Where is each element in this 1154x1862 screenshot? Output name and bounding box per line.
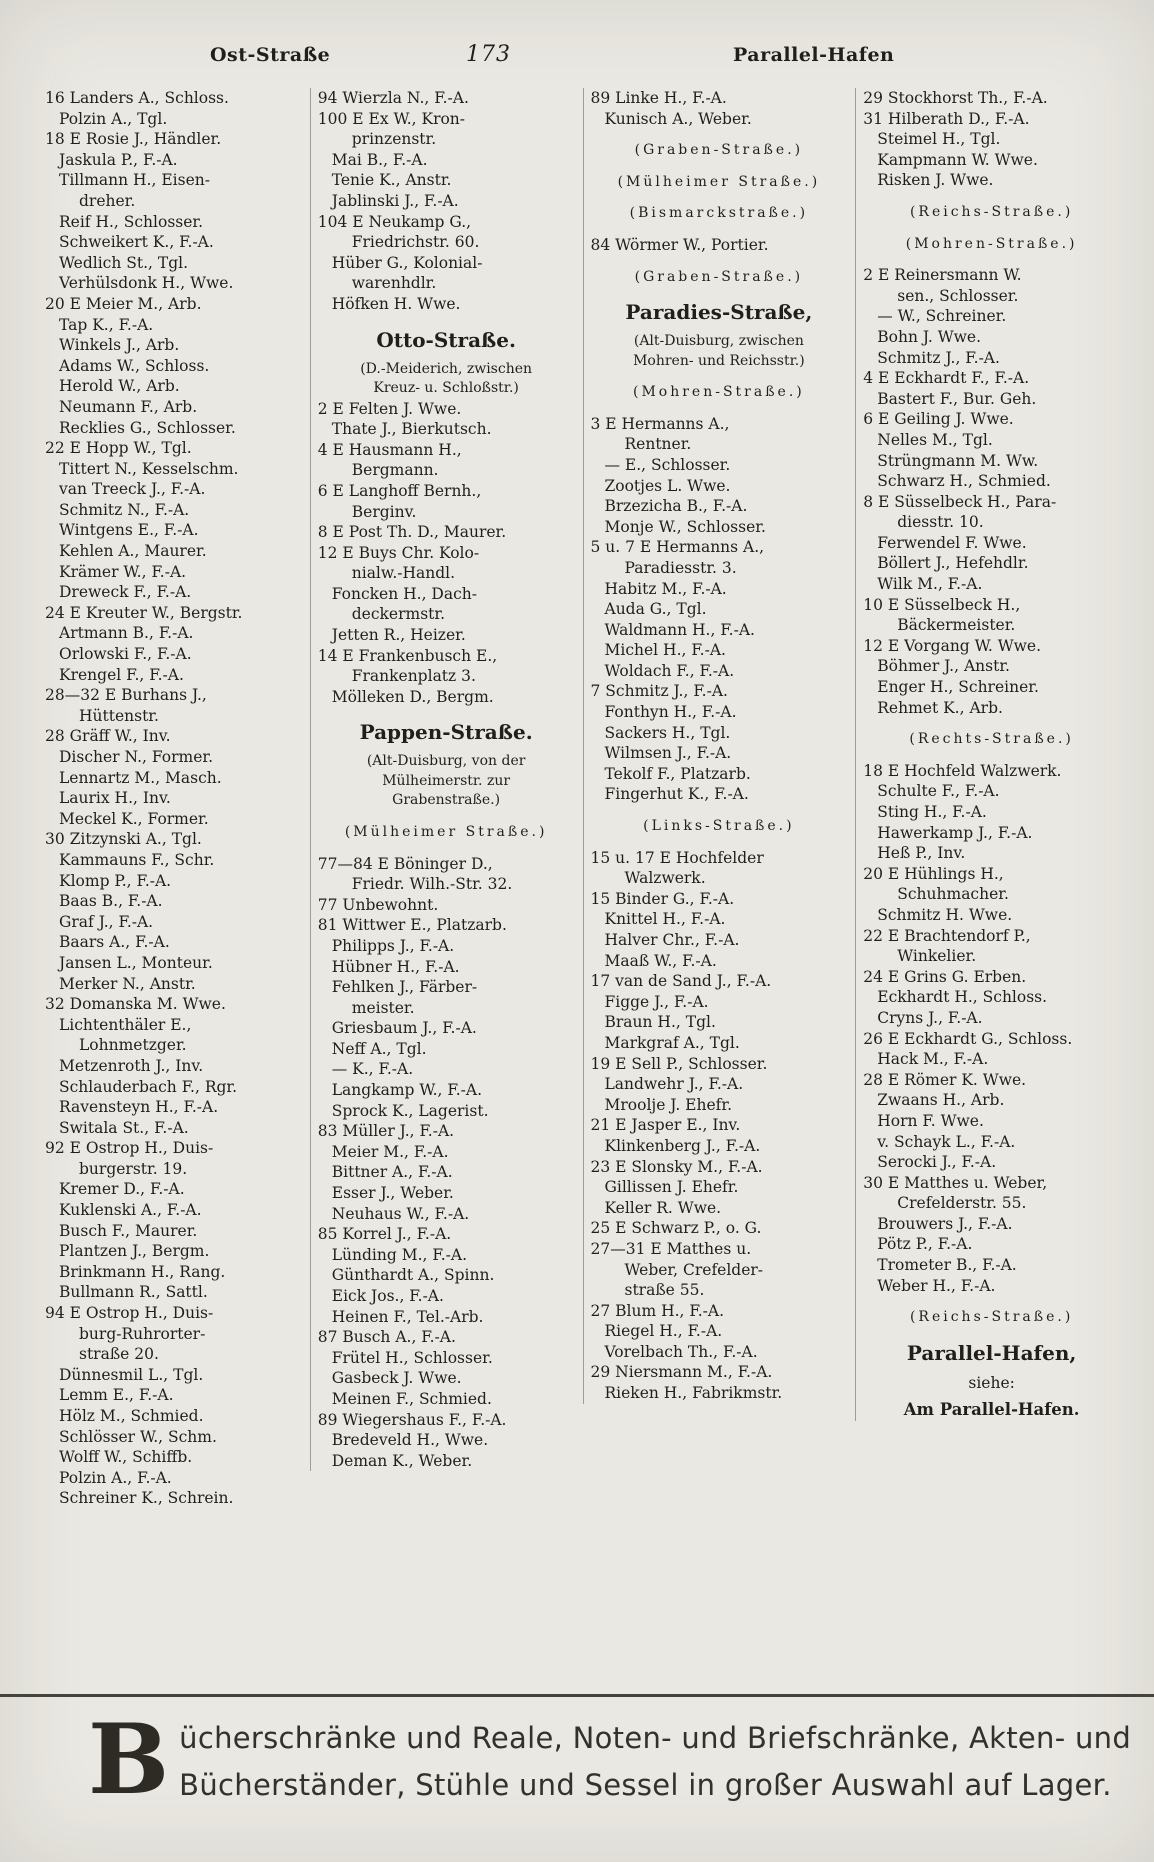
directory-entry-line: Neumann F., Arb. xyxy=(59,397,198,416)
directory-entry-line: Schreiner K., Schrein. xyxy=(59,1489,234,1508)
directory-entry-line: Wedlich St., Tgl. xyxy=(59,253,189,272)
directory-entry-line: Kuklenski A., F.-A. xyxy=(59,1201,202,1220)
directory-entry-line: 29 Niersmann M., F.-A. xyxy=(590,1363,773,1382)
running-head xyxy=(0,0,1154,88)
directory-entry-line: Jansen L., Monteur. xyxy=(59,953,213,972)
directory-entry-line: Rieken H., Fabrikmstr. xyxy=(604,1384,783,1403)
directory-entry-line: Schweikert K., F.-A. xyxy=(59,233,214,252)
cross-street-note: (Graben-Straße.) xyxy=(634,268,804,285)
directory-entry-line: 32 Domanska M. Wwe. xyxy=(45,995,226,1014)
directory-entry-line: Sting H., F.-A. xyxy=(877,803,987,821)
directory-entry-line: 4 E Hausmann H., xyxy=(317,440,462,459)
directory-entry-line: 26 E Eckhardt G., Schloss. xyxy=(863,1029,1073,1048)
cross-street-note: (Mülheimer Straße.) xyxy=(344,823,548,840)
directory-entry-line: 8 E Post Th. D., Maurer. xyxy=(317,523,507,542)
directory-entry-line: 24 E Kreuter W., Bergstr. xyxy=(45,603,243,622)
cross-street-note: (Reichs-Straße.) xyxy=(909,1309,1074,1326)
directory-entry-line: Enger H., Schreiner. xyxy=(877,678,1039,697)
street-heading: Otto-Straße. xyxy=(376,327,516,352)
directory-entry-line: Habitz M., F.-A. xyxy=(604,579,727,598)
directory-entry-line: Philipps J., F.-A. xyxy=(331,936,455,955)
directory-entry-line: Meinen F., Schmied. xyxy=(331,1389,492,1408)
directory-entry-line: Discher N., Former. xyxy=(59,748,214,766)
street-description: Kreuz- u. Schloßstr.) xyxy=(373,380,519,397)
directory-entry-line: 14 E Frankenbusch E., xyxy=(317,646,498,665)
directory-entry-line: Mai B., F.-A. xyxy=(331,150,428,169)
advertisement xyxy=(0,1694,1154,1862)
street-description: (Alt-Duisburg, von der xyxy=(366,753,526,770)
directory-entry-line: 94 E Ostrop H., Duis- xyxy=(45,1304,214,1323)
directory-entry-line: Bohn J. Wwe. xyxy=(877,327,982,346)
directory-entry-line: Serocki J., F.-A. xyxy=(877,1153,997,1172)
directory-entry-line: Dreweck F., F.-A. xyxy=(59,583,192,602)
directory-entry-line: Schlösser W., Schm. xyxy=(59,1427,217,1446)
directory-entry-line: Paradiesstr. 3. xyxy=(624,558,737,577)
directory-entry-line: Bullmann R., Sattl. xyxy=(59,1283,208,1302)
directory-entry-line: 23 E Slonsky M., F.-A. xyxy=(590,1157,763,1176)
directory-entry-line: 18 E Rosie J., Händler. xyxy=(45,130,222,149)
directory-entry-line: Jablinski J., F.-A. xyxy=(331,191,459,210)
directory-entry-line: Steimel H., Tgl. xyxy=(877,130,1001,149)
directory-entry-line: 8 E Süsselbeck H., Para- xyxy=(863,492,1057,511)
directory-entry-line: — E., Schlosser. xyxy=(604,455,731,474)
directory-entry-line: 94 Wierzla N., F.-A. xyxy=(317,89,469,107)
street-description: Grabenstraße.) xyxy=(392,792,501,809)
directory-entry-line: Hübner H., F.-A. xyxy=(331,957,460,976)
directory-entry-line: meister. xyxy=(351,998,415,1017)
directory-entry-line: Mölleken D., Bergm. xyxy=(331,687,494,706)
directory-entry-line: Klomp P., F.-A. xyxy=(59,871,172,890)
directory-entry-line: Bastert F., Bur. Geh. xyxy=(877,389,1037,408)
directory-entry-line: Cryns J., F.-A. xyxy=(877,1008,983,1027)
directory-entry-line: Lünding M., F.-A. xyxy=(331,1245,467,1264)
directory-entry-line: 30 E Matthes u. Weber, xyxy=(863,1173,1048,1192)
directory-entry-line: Rehmet K., Arb. xyxy=(877,698,1003,717)
directory-entry-line: Knittel H., F.-A. xyxy=(604,910,726,929)
directory-entry-line: Baars A., F.-A. xyxy=(59,933,170,952)
directory-entry-line: Lennartz M., Masch. xyxy=(59,768,222,787)
cross-street-note: (Rechts-Straße.) xyxy=(909,731,1074,748)
street-heading: Paradies-Straße, xyxy=(625,300,813,325)
directory-entry-line: diesstr. 10. xyxy=(897,513,984,532)
running-head-right-street: Parallel-Hafen xyxy=(733,44,895,66)
directory-entry-line: 25 E Schwarz P., o. G. xyxy=(590,1219,762,1238)
directory-entry-line: Woldach F., F.-A. xyxy=(604,661,735,680)
directory-entry-line: Laurix H., Inv. xyxy=(59,789,171,808)
directory-entry-line: Kunisch A., Weber. xyxy=(604,109,752,128)
directory-entry-line: 22 E Brachtendorf P., xyxy=(863,926,1031,945)
street-description: (D.-Meiderich, zwischen xyxy=(360,360,533,377)
directory-entry-line: Frütel H., Schlosser. xyxy=(331,1348,493,1367)
directory-entry-line: Walzwerk. xyxy=(624,869,706,888)
directory-entry-line: Gillissen J. Ehefr. xyxy=(604,1178,739,1197)
directory-entry-line: 17 van de Sand J., F.-A. xyxy=(590,972,772,991)
directory-entry-line: Tap K., F.-A. xyxy=(59,315,154,334)
directory-entry-line: Fingerhut K., F.-A. xyxy=(604,785,749,804)
directory-entry-line: 5 u. 7 E Hermanns A., xyxy=(590,538,765,557)
directory-entry-line: Höfken H. Wwe. xyxy=(331,294,461,313)
directory-entry-line: 28—32 E Burhans J., xyxy=(45,686,207,705)
directory-entry-line: Bittner A., F.-A. xyxy=(331,1163,453,1182)
directory-entry-line: 18 E Hochfeld Walzwerk. xyxy=(863,761,1062,780)
directory-entry-line: Kampmann W. Wwe. xyxy=(877,150,1038,169)
directory-entry-line: Frankenplatz 3. xyxy=(351,667,476,686)
directory-entry-line: burgerstr. 19. xyxy=(79,1159,188,1178)
directory-entry-line: Sprock K., Lagerist. xyxy=(331,1101,489,1120)
directory-column-2 xyxy=(310,88,583,1471)
directory-entry-line: 84 Wörmer W., Portier. xyxy=(590,235,769,254)
directory-entry-line: Keller R. Wwe. xyxy=(604,1198,722,1217)
directory-entry-line: Tillmann H., Eisen- xyxy=(59,171,210,190)
directory-entry-line: Polzin A., F.-A. xyxy=(59,1468,172,1487)
directory-entry-line: 87 Busch A., F.-A. xyxy=(317,1328,456,1347)
cross-street-note: (Bismarckstraße.) xyxy=(629,205,809,222)
directory-entry-line: Risken J. Wwe. xyxy=(877,171,994,190)
street-description: Mülheimerstr. zur xyxy=(382,772,511,789)
directory-entry-line: 4 E Eckhardt F., F.-A. xyxy=(863,369,1030,388)
directory-entry-line: 27—31 E Matthes u. xyxy=(590,1239,752,1258)
directory-entry-line: Crefelderstr. 55. xyxy=(897,1194,1027,1213)
directory-entry-line: — W., Schreiner. xyxy=(877,307,1007,326)
directory-entry-line: Dünnesmil L., Tgl. xyxy=(59,1365,204,1384)
directory-entry-line: 77 Unbewohnt. xyxy=(317,895,439,914)
directory-entry-line: Berginv. xyxy=(351,502,417,521)
directory-entry-line: Busch F., Maurer. xyxy=(59,1221,198,1240)
directory-entry-line: Schulte F., F.-A. xyxy=(877,782,1000,801)
directory-entry-line: 20 E Meier M., Arb. xyxy=(45,294,202,313)
directory-entry-line: Trometer B., F.-A. xyxy=(877,1256,1017,1275)
street-heading: Pappen-Straße. xyxy=(359,720,533,745)
directory-entry-line: nialw.-Handl. xyxy=(351,564,456,583)
directory-entry-line: Krämer W., F.-A. xyxy=(59,562,187,581)
directory-entry-line: Bergmann. xyxy=(351,461,439,480)
directory-entry-line: 2 E Reinersmann W. xyxy=(863,266,1022,285)
directory-entry-line: Adams W., Schloss. xyxy=(59,356,210,375)
directory-entry-line: warenhdlr. xyxy=(351,274,437,293)
directory-entry-line: Lohnmetzger. xyxy=(79,1036,187,1055)
directory-entry-line: Sackers H., Tgl. xyxy=(604,723,731,742)
directory-entry-line: Deman K., Weber. xyxy=(331,1451,473,1470)
street-heading: Parallel-Hafen, xyxy=(906,1340,1077,1365)
directory-entry-line: Schmitz N., F.-A. xyxy=(59,500,190,519)
street-description: Mohren- und Reichsstr.) xyxy=(633,352,805,369)
directory-entry-line: Bredeveld H., Wwe. xyxy=(331,1431,489,1450)
directory-entry-line: 12 E Vorgang W. Wwe. xyxy=(863,636,1042,655)
directory-entry-line: Lichtenthäler E., xyxy=(59,1015,192,1034)
directory-entry-line: 89 Wiegershaus F., F.-A. xyxy=(317,1410,507,1429)
directory-entry-line: Wintgens E., F.-A. xyxy=(59,521,199,540)
running-head-left-street: Ost-Straße xyxy=(210,44,331,66)
cross-street-note: (Mohren-Straße.) xyxy=(905,235,1078,252)
directory-entry-line: Gasbeck J. Wwe. xyxy=(331,1369,462,1388)
directory-entry-line: 21 E Jasper E., Inv. xyxy=(590,1116,741,1135)
directory-entry-line: Schlauderbach F., Rgr. xyxy=(59,1077,238,1096)
cross-street-note: (Graben-Straße.) xyxy=(634,142,804,159)
directory-entry-line: Verhülsdonk H., Wwe. xyxy=(59,274,234,293)
ad-line-2: Bücherständer, Stühle und Sessel in großer Auswahl auf Lager. xyxy=(179,1768,1112,1802)
directory-entry-line: Halver Chr., F.-A. xyxy=(604,931,740,949)
directory-entry-line: Hüber G., Kolonial- xyxy=(331,253,483,272)
directory-entry-line: burg-Ruhrorter- xyxy=(79,1324,206,1343)
directory-entry-line: Tenie K., Anstr. xyxy=(331,171,452,190)
directory-entry-line: Mroolje J. Ehefr. xyxy=(604,1095,733,1114)
directory-entry-line: Brzezicha B., F.-A. xyxy=(604,497,748,516)
directory-entry-line: 6 E Geiling J. Wwe. xyxy=(863,410,1014,429)
directory-entry-line: Friedrichstr. 60. xyxy=(351,233,480,252)
directory-entry-line: Foncken H., Dach- xyxy=(331,584,477,603)
directory-entry-line: Schwarz H., Schmied. xyxy=(877,472,1051,491)
directory-entry-line: Eckhardt H., Schloss. xyxy=(877,988,1048,1007)
directory-entry-line: Meier M., F.-A. xyxy=(331,1142,449,1161)
directory-entry-line: 100 E Ex W., Kron- xyxy=(317,109,466,128)
directory-entry-line: 28 E Römer K. Wwe. xyxy=(863,1070,1027,1089)
directory-entry-line: 20 E Hühlings H., xyxy=(863,864,1004,883)
cross-street-note: (Mohren-Straße.) xyxy=(632,384,805,401)
directory-entry-line: 24 E Grins G. Erben. xyxy=(863,967,1027,986)
directory-column-4 xyxy=(855,88,1128,1421)
directory-entry-line: Jetten R., Heizer. xyxy=(331,626,466,645)
directory-entry-line: 104 E Neukamp G., xyxy=(317,212,472,231)
directory-entry-line: 31 Hilberath D., F.-A. xyxy=(863,109,1030,128)
drop-cap-initial: B xyxy=(88,1703,170,1816)
directory-entry-line: Böllert J., Hefehdlr. xyxy=(877,554,1029,573)
directory-entry-line: dreher. xyxy=(79,191,136,210)
directory-entry-line: straße 20. xyxy=(79,1345,159,1364)
directory-entry-line: Markgraf A., Tgl. xyxy=(604,1033,740,1052)
directory-entry-line: Fonthyn H., F.-A. xyxy=(604,703,737,722)
directory-entry-line: Monje W., Schlosser. xyxy=(604,517,766,536)
directory-entry-line: straße 55. xyxy=(624,1281,705,1300)
directory-entry-line: Vorelbach Th., F.-A. xyxy=(604,1342,758,1361)
directory-entry-line: Kehlen A., Maurer. xyxy=(59,542,207,561)
directory-entry-line: Ferwendel F. Wwe. xyxy=(877,533,1027,552)
directory-entry-line: deckermstr. xyxy=(351,605,446,624)
directory-entry-line: Strüngmann M. Ww. xyxy=(877,451,1039,470)
directory-entry-line: Horn F. Wwe. xyxy=(877,1111,984,1130)
see-reference-target: Am Parallel-Hafen. xyxy=(903,1400,1080,1420)
directory-entry-line: Wolff W., Schiffb. xyxy=(59,1448,193,1467)
directory-entry-line: Michel H., F.-A. xyxy=(604,641,726,660)
see-reference: siehe: xyxy=(968,1373,1015,1392)
directory-entry-line: Tekolf F., Platzarb. xyxy=(604,764,751,783)
directory-entry-line: 12 E Buys Chr. Kolo- xyxy=(317,543,480,562)
directory-entry-line: Herold W., Arb. xyxy=(59,377,180,396)
directory-entry-line: 16 Landers A., Schloss. xyxy=(45,89,229,107)
directory-entry-line: 2 E Felten J. Wwe. xyxy=(317,399,462,418)
directory-entry-line: Weber, Crefelder- xyxy=(624,1260,764,1279)
directory-entry-line: Kammauns F., Schr. xyxy=(59,850,215,869)
directory-entry-line: Figge J., F.-A. xyxy=(604,992,709,1011)
directory-column-1 xyxy=(38,88,310,1509)
directory-entry-line: Wilk M., F.-A. xyxy=(877,575,983,594)
directory-entry-line: 81 Wittwer E., Platzarb. xyxy=(317,916,507,935)
directory-entry-line: Plantzen J., Bergm. xyxy=(59,1242,210,1261)
directory-entry-line: 15 u. 17 E Hochfelder xyxy=(590,848,764,867)
directory-entry-line: Rentner. xyxy=(624,435,692,454)
directory-entry-line: Landwehr J., F.-A. xyxy=(604,1075,744,1094)
directory-entry-line: Heinen F., Tel.-Arb. xyxy=(331,1307,484,1326)
directory-entry-line: Hölz M., Schmied. xyxy=(59,1407,204,1425)
directory-entry-line: Baas B., F.-A. xyxy=(59,892,163,911)
directory-entry-line: 30 Zitzynski A., Tgl. xyxy=(45,830,202,849)
directory-entry-line: Günthardt A., Spinn. xyxy=(331,1266,495,1285)
cross-street-note: (Links-Straße.) xyxy=(643,818,795,835)
directory-entry-line: van Treeck J., F.-A. xyxy=(59,480,206,499)
directory-entry-line: Meckel K., Former. xyxy=(59,809,209,828)
directory-entry-line: Ravensteyn H., F.-A. xyxy=(59,1098,219,1117)
cross-street-note: (Reichs-Straße.) xyxy=(909,203,1074,220)
directory-entry-line: Krengel F., F.-A. xyxy=(59,665,184,684)
directory-entry-line: Brouwers J., F.-A. xyxy=(877,1214,1013,1233)
directory-entry-line: Neuhaus W., F.-A. xyxy=(331,1204,470,1223)
directory-entry-line: Esser J., Weber. xyxy=(331,1184,454,1203)
directory-entry-line: 19 E Sell P., Schlosser. xyxy=(590,1054,768,1073)
directory-entry-line: Pötz P., F.-A. xyxy=(877,1235,973,1254)
directory-entry-line: Zootjes L. Wwe. xyxy=(604,476,731,495)
directory-entry-line: — K., F.-A. xyxy=(331,1060,414,1079)
directory-entry-line: Winkelier. xyxy=(897,947,977,966)
directory-entry-line: Thate J., Bierkutsch. xyxy=(331,420,492,439)
directory-columns xyxy=(0,88,1154,1509)
directory-entry-line: Bäckermeister. xyxy=(897,616,1016,635)
directory-entry-line: 85 Korrel J., F.-A. xyxy=(317,1225,452,1244)
directory-entry-line: Hawerkamp J., F.-A. xyxy=(877,823,1033,842)
directory-entry-line: Winkels J., Arb. xyxy=(59,336,180,355)
directory-entry-line: Graf J., F.-A. xyxy=(59,912,154,931)
street-description: (Alt-Duisburg, zwischen xyxy=(633,333,804,350)
directory-entry-line: Merker N., Anstr. xyxy=(59,974,196,993)
ad-line-1: ücherschränke und Reale, Noten- und Briefschränke, Akten- und xyxy=(179,1721,1132,1755)
directory-entry-line: prinzenstr. xyxy=(351,130,437,149)
directory-entry-line: Hack M., F.-A. xyxy=(877,1050,989,1069)
directory-entry-line: sen., Schlosser. xyxy=(897,286,1019,305)
directory-entry-line: Nelles M., Tgl. xyxy=(877,430,993,449)
directory-entry-line: 77—84 E Böninger D., xyxy=(317,854,493,873)
directory-entry-line: Schuhmacher. xyxy=(897,885,1009,904)
directory-entry-line: Orlowski F., F.-A. xyxy=(59,645,192,664)
directory-entry-line: Zwaans H., Arb. xyxy=(877,1091,1005,1110)
directory-entry-line: Schmitz H. Wwe. xyxy=(877,905,1013,924)
directory-entry-line: Riegel H., F.-A. xyxy=(604,1322,723,1341)
directory-entry-line: Recklies G., Schlosser. xyxy=(59,418,236,437)
directory-entry-line: Eick Jos., F.-A. xyxy=(331,1287,444,1305)
directory-entry-line: Griesbaum J., F.-A. xyxy=(331,1019,477,1038)
directory-entry-line: Wilmsen J., F.-A. xyxy=(604,744,732,763)
directory-entry-line: Tittert N., Kesselschm. xyxy=(59,459,239,478)
directory-entry-line: 92 E Ostrop H., Duis- xyxy=(45,1139,214,1158)
directory-entry-line: Braun H., Tgl. xyxy=(604,1013,716,1032)
directory-entry-line: Fehlken J., Färber- xyxy=(331,978,478,997)
directory-entry-line: Reif H., Schlosser. xyxy=(59,212,204,231)
directory-entry-line: Kremer D., F.-A. xyxy=(59,1180,185,1199)
directory-entry-line: Polzin A., Tgl. xyxy=(59,109,168,128)
directory-entry-line: Schmitz J., F.-A. xyxy=(877,348,1000,367)
directory-entry-line: 27 Blum H., F.-A. xyxy=(590,1301,725,1320)
directory-entry-line: 29 Stockhorst Th., F.-A. xyxy=(863,89,1048,107)
directory-entry-line: v. Schayk L., F.-A. xyxy=(877,1132,1016,1151)
directory-entry-line: 83 Müller J., F.-A. xyxy=(317,1122,455,1141)
directory-entry-line: Brinkmann H., Rang. xyxy=(59,1262,226,1281)
directory-entry-line: Heß P., Inv. xyxy=(877,844,966,863)
directory-entry-line: Friedr. Wilh.-Str. 32. xyxy=(351,875,513,894)
directory-entry-line: Jaskula P., F.-A. xyxy=(59,150,178,169)
cross-street-note: (Mülheimer Straße.) xyxy=(617,173,821,190)
directory-entry-line: Waldmann H., F.-A. xyxy=(604,620,755,639)
directory-entry-line: Hüttenstr. xyxy=(79,706,159,725)
directory-entry-line: Langkamp W., F.-A. xyxy=(331,1081,482,1100)
directory-entry-line: 22 E Hopp W., Tgl. xyxy=(45,439,192,458)
directory-entry-line: Weber H., F.-A. xyxy=(877,1276,996,1295)
directory-entry-line: Böhmer J., Anstr. xyxy=(877,657,1010,676)
directory-entry-line: 7 Schmitz J., F.-A. xyxy=(590,682,728,701)
directory-entry-line: Klinkenberg J., F.-A. xyxy=(604,1136,761,1155)
directory-entry-line: Auda G., Tgl. xyxy=(604,600,707,619)
directory-entry-line: Metzenroth J., Inv. xyxy=(59,1056,204,1075)
directory-entry-line: 3 E Hermanns A., xyxy=(590,414,730,433)
directory-entry-line: 28 Gräff W., Inv. xyxy=(45,727,171,746)
directory-entry-line: Switala St., F.-A. xyxy=(59,1118,189,1137)
directory-entry-line: 89 Linke H., F.-A. xyxy=(590,89,727,107)
page-number: 173 xyxy=(466,42,511,67)
directory-entry-line: Neff A., Tgl. xyxy=(331,1039,427,1058)
directory-column-3 xyxy=(583,88,856,1404)
advertisement-text xyxy=(88,1703,1132,1816)
directory-entry-line: 15 Binder G., F.-A. xyxy=(590,889,735,908)
directory-entry-line: 6 E Langhoff Bernh., xyxy=(317,481,482,500)
directory-entry-line: Artmann B., F.-A. xyxy=(59,624,194,643)
directory-entry-line: 10 E Süsselbeck H., xyxy=(863,595,1021,614)
directory-entry-line: Maaß W., F.-A. xyxy=(604,951,717,970)
directory-entry-line: Lemm E., F.-A. xyxy=(59,1386,174,1405)
